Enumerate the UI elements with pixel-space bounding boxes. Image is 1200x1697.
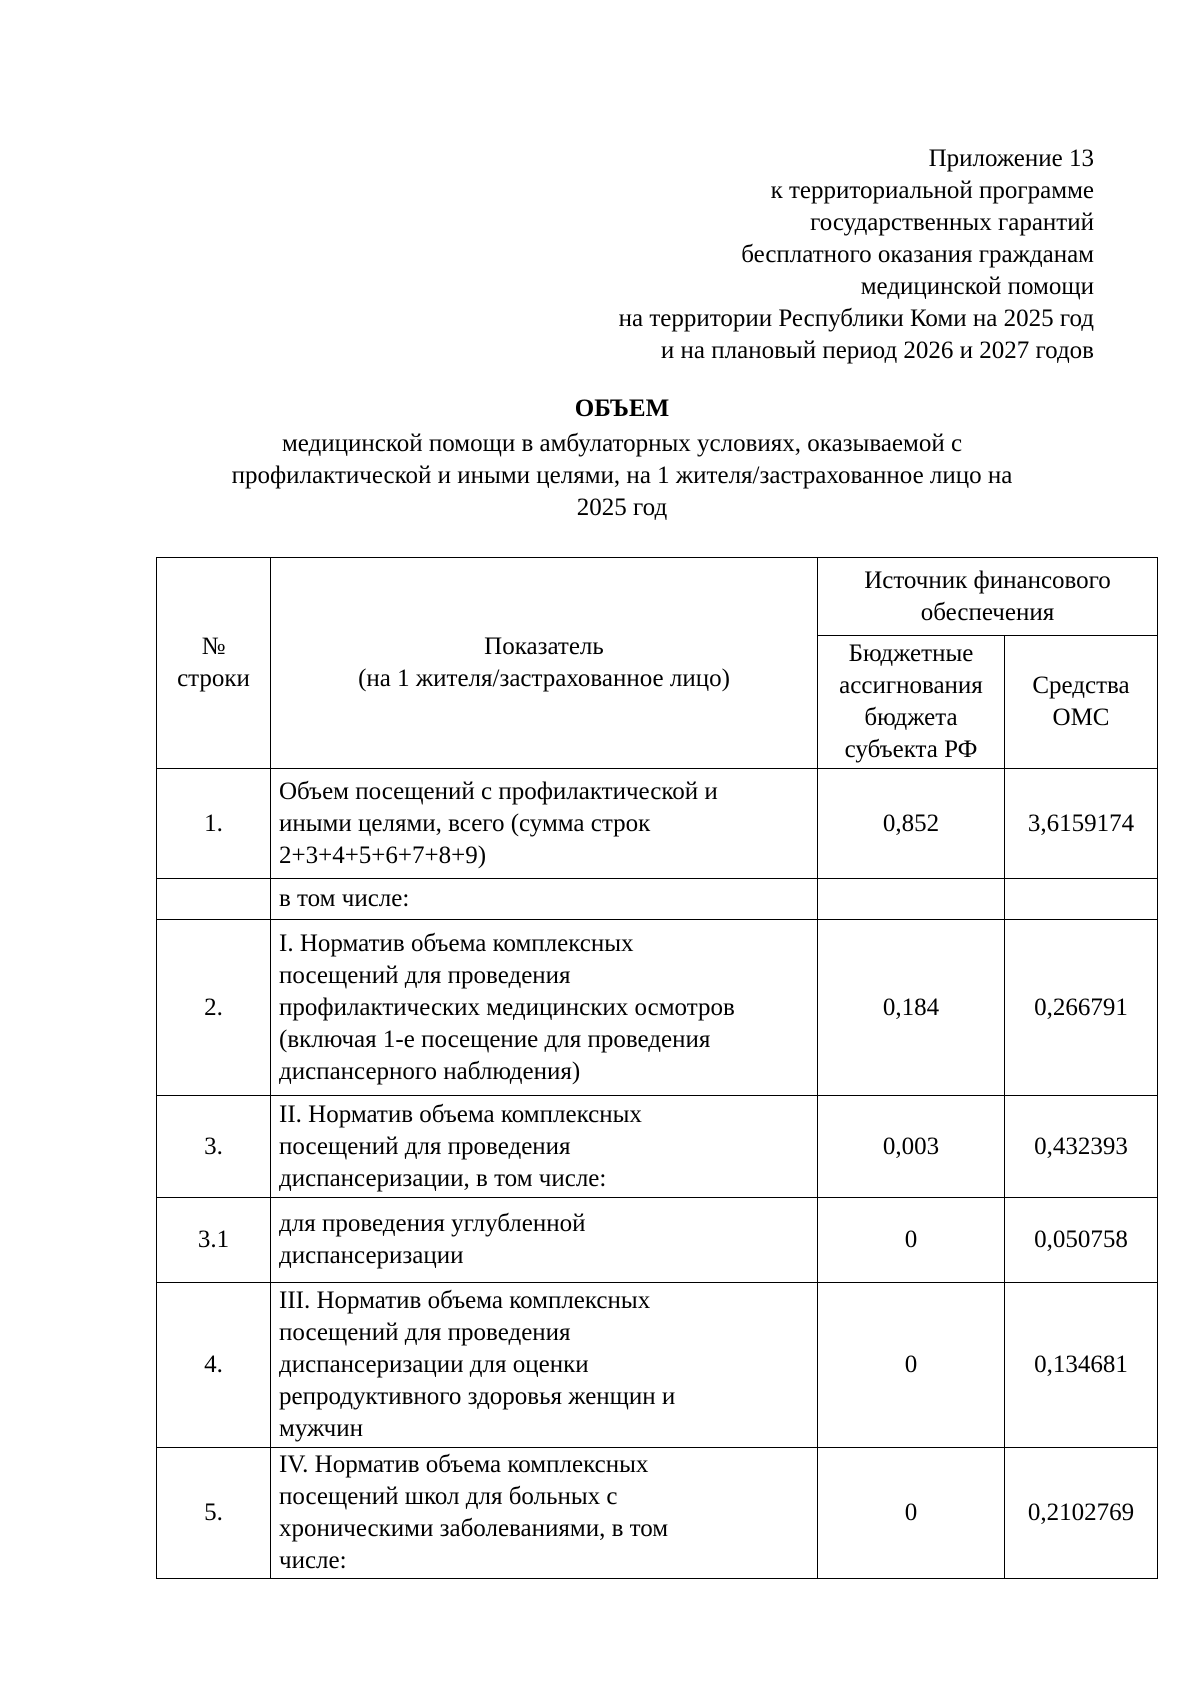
row-indicator bbox=[271, 920, 818, 1096]
row-oms-value: 0,050758 bbox=[1005, 1198, 1158, 1283]
header-oms-line: ОМС bbox=[1052, 704, 1110, 731]
header-funding-source bbox=[818, 558, 1158, 636]
indicator-line: II. Норматив объема комплексных bbox=[279, 1100, 642, 1128]
table-row bbox=[157, 920, 1158, 1096]
row-indicator bbox=[271, 1448, 818, 1579]
header-oms-line: Средства bbox=[1032, 672, 1130, 699]
indicator-line: IV. Норматив объема комплексных bbox=[279, 1451, 649, 1478]
indicator-line: посещений для проведения bbox=[279, 1319, 571, 1346]
row-number: 4. bbox=[157, 1283, 271, 1448]
subtitle-line: 2025 год bbox=[576, 494, 668, 521]
appendix-line: на территории Республики Коми на 2025 год bbox=[618, 305, 1094, 332]
subtitle-line: профилактической и иными целями, на 1 жителя/застрахованное лицо на bbox=[231, 462, 1013, 489]
indicator-line: Объем посещений с профилактической и bbox=[279, 777, 718, 805]
indicator-line: диспансеризации, в том числе: bbox=[279, 1164, 607, 1192]
appendix-line: и на плановый период 2026 и 2027 годов bbox=[660, 337, 1094, 364]
header-indicator-line1: Показатель bbox=[484, 633, 604, 660]
header-budget bbox=[818, 636, 1005, 769]
indicator-line: посещений для проведения bbox=[279, 961, 571, 989]
header-row bbox=[157, 558, 1158, 636]
header-indicator-line2: (на 1 жителя/застрахованное лицо) bbox=[358, 665, 730, 692]
table-row bbox=[157, 1448, 1158, 1579]
header-funding-line1: Источник финансового bbox=[864, 566, 1111, 594]
indicator-line: числе: bbox=[279, 1547, 347, 1574]
indicator-line: диспансеризации для оценки bbox=[279, 1351, 589, 1378]
header-budget-line: ассигнования bbox=[839, 672, 983, 699]
appendix-line: медицинской помощи bbox=[860, 273, 1094, 300]
row-budget-value: 0 bbox=[818, 1448, 1005, 1579]
row-indicator bbox=[271, 1283, 818, 1448]
table-row bbox=[157, 1283, 1158, 1448]
row-oms-value: 0,432393 bbox=[1005, 1096, 1158, 1198]
table-row bbox=[157, 879, 1158, 920]
document-title: ОБЪЕМ bbox=[574, 395, 670, 422]
row-indicator bbox=[271, 769, 818, 879]
indicator-line: профилактических медицинских осмотров bbox=[279, 993, 735, 1021]
row-number: 3.1 bbox=[157, 1198, 271, 1283]
row-number: 5. bbox=[157, 1448, 271, 1579]
header-row-number-line2: строки bbox=[177, 665, 250, 692]
indicator-line: диспансеризации bbox=[279, 1242, 464, 1269]
indicator-line: I. Норматив объема комплексных bbox=[279, 929, 634, 957]
row-oms-value: 3,6159174 bbox=[1005, 769, 1158, 879]
row-number: 3. bbox=[157, 1096, 271, 1198]
row-indicator bbox=[271, 1198, 818, 1283]
indicator-line: диспансерного наблюдения) bbox=[279, 1057, 581, 1085]
row-indicator bbox=[271, 1096, 818, 1198]
indicator-line: 2+3+4+5+6+7+8+9) bbox=[279, 841, 487, 869]
row-number bbox=[157, 879, 271, 920]
header-budget-line: субъекта РФ bbox=[844, 736, 978, 763]
indicator-line: посещений школ для больных с bbox=[279, 1483, 618, 1510]
row-oms-value: 0,266791 bbox=[1005, 920, 1158, 1096]
row-oms-value: 0,2102769 bbox=[1005, 1448, 1158, 1579]
document-subtitle bbox=[0, 428, 1200, 524]
appendix-line: бесплатного оказания гражданам bbox=[741, 241, 1094, 268]
appendix-line: Приложение 13 bbox=[928, 145, 1094, 172]
row-indicator bbox=[271, 879, 818, 920]
indicator-line: III. Норматив объема комплексных bbox=[279, 1287, 651, 1314]
appendix-line: к территориальной программе bbox=[770, 177, 1094, 204]
indicator-line: в том числе: bbox=[279, 885, 410, 912]
indicator-line: репродуктивного здоровья женщин и bbox=[279, 1383, 676, 1410]
appendix-line: государственных гарантий bbox=[810, 209, 1094, 236]
header-budget-line: Бюджетные bbox=[848, 640, 974, 667]
indicator-line: иными целями, всего (сумма строк bbox=[279, 809, 651, 837]
row-budget-value: 0,852 bbox=[818, 769, 1005, 879]
volume-table bbox=[156, 557, 1158, 1579]
indicator-line: посещений для проведения bbox=[279, 1132, 571, 1160]
header-indicator bbox=[271, 558, 818, 769]
table-row bbox=[157, 769, 1158, 879]
row-budget-value: 0 bbox=[818, 1198, 1005, 1283]
row-budget-value: 0 bbox=[818, 1283, 1005, 1448]
row-oms-value bbox=[1005, 879, 1158, 920]
subtitle-line: медицинской помощи в амбулаторных условиях, оказываемой с bbox=[281, 430, 963, 457]
header-row-number bbox=[157, 558, 271, 769]
row-budget-value: 0,184 bbox=[818, 920, 1005, 1096]
appendix-block bbox=[394, 143, 1094, 367]
row-budget-value bbox=[818, 879, 1005, 920]
indicator-line: хроническими заболеваниями, в том bbox=[279, 1515, 669, 1542]
header-row-number-line1: № bbox=[201, 633, 226, 660]
row-oms-value: 0,134681 bbox=[1005, 1283, 1158, 1448]
table-row bbox=[157, 1096, 1158, 1198]
row-budget-value: 0,003 bbox=[818, 1096, 1005, 1198]
indicator-line: для проведения углубленной bbox=[279, 1210, 586, 1237]
indicator-line: мужчин bbox=[279, 1415, 363, 1442]
header-oms bbox=[1005, 636, 1158, 769]
table-row bbox=[157, 1198, 1158, 1283]
header-budget-line: бюджета bbox=[864, 704, 958, 731]
row-number: 2. bbox=[157, 920, 271, 1096]
indicator-line: (включая 1-е посещение для проведения bbox=[279, 1025, 711, 1053]
header-funding-line2: обеспечения bbox=[920, 598, 1055, 626]
row-number: 1. bbox=[157, 769, 271, 879]
